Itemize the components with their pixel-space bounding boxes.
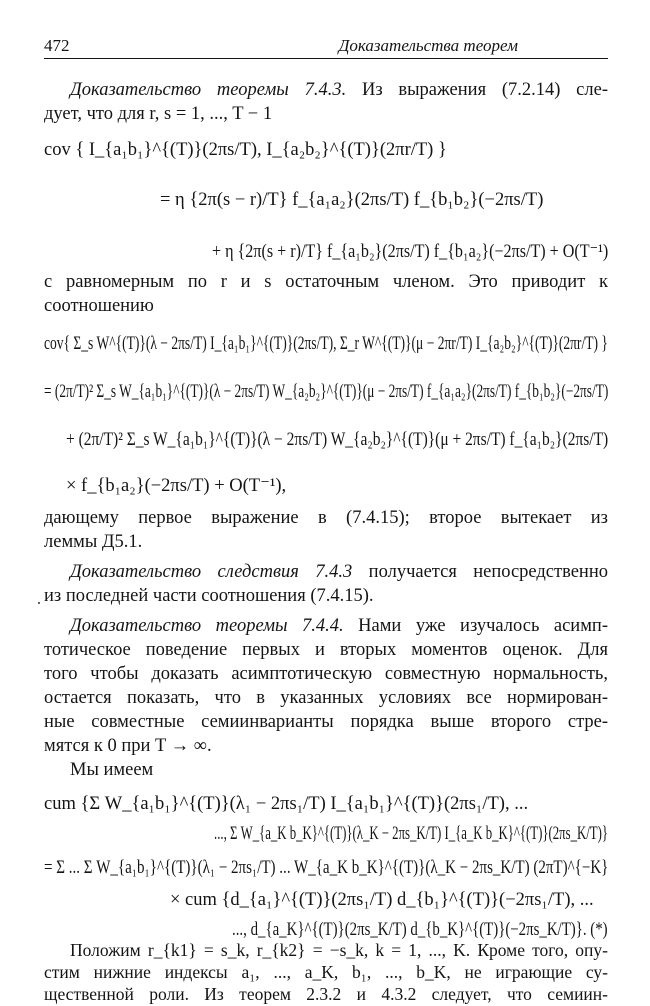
paragraph-we-have: Мы имеем (70, 760, 154, 780)
paragraph-first-expression-line2: леммы Д5.1. (44, 532, 143, 552)
proof-7-4-3-line2: дует, что для r, s = 1, ..., T − 1 (44, 104, 273, 124)
proof-corollary-line2: из последней части соотношения (7.4.15). (44, 586, 374, 606)
formula-cov-line2: = η {2π(s − r)/T} f_{a₁a₂}(2πs/T) f_{b₁b₂}(−2πs/T) (160, 190, 544, 210)
formula-cov-sum-line4: × f_{b₁a₂}(−2πs/T) + O(T⁻¹), (66, 476, 287, 496)
formula-cov-line1: cov { I_{a₁b₁}^{(T)}(2πs/T), I_{a₂b₂}^{(T)}(2πr/T) } (44, 140, 447, 160)
proof-7-4-4-line5: ные совместные семиинварианты порядка выше второго стре- (44, 712, 608, 732)
proof-7-4-3-line1: Доказательство теоремы 7.4.3. Из выражения (7.2.14) сле- (70, 80, 608, 100)
paragraph-uniform-line2: соотношению (44, 296, 154, 316)
proof-7-4-4-line2: тотическое поведение первых и вторых моментов оценок. Для (44, 640, 608, 660)
proof-7-4-4-line4: остается показать, что в указанных условиях все нормирован- (44, 688, 608, 708)
formula-cum-line3: = Σ ... Σ W_{a₁b₁}^{(T)}(λ₁ − 2πs₁/T) ... W_{a_K b_K}^{(T)}(λ_K − 2πs_K/T) (2πT)^{−K} (44, 858, 609, 878)
paragraph-put-line3: щественной роли. Из теорем 2.3.2 и 4.3.2 следует, что семиин- (44, 984, 608, 1004)
running-title: Доказательства теорем (338, 36, 518, 55)
running-header (44, 30, 608, 59)
paragraph-put-line1: Положим r_{k1} = s_k, r_{k2} = −s_k, k = 1, ..., K. Кроме того, опу- (70, 940, 608, 960)
formula-cum-line4: × cum {d_{a₁}^{(T)}(2πs₁/T) d_{b₁}^{(T)}(−2πs₁/T), ... (170, 890, 594, 910)
proof-lead: Доказательство следствия 7.4.3 (70, 562, 353, 582)
formula-cov-sum-line2: = (2π/T)² Σ_s W_{a₁b₁}^{(T)}(λ − 2πs/T) W_{a₂b₂}^{(T)}(μ − 2πs/T) f_{a₁a₂}(2πs/T) f_{b₁b₂}(−2πs/T) (44, 382, 609, 402)
proof-7-4-4-line6: мятся к 0 при T → ∞. (44, 736, 212, 756)
paragraph-put-line2: стим нижние индексы a₁, ..., a_K, b₁, ..., b_K, не играющие су- (44, 962, 608, 982)
proof-7-4-4-line1: Доказательство теоремы 7.4.4. Нами уже изучалось асимп- (70, 616, 608, 636)
formula-cov-sum-line1: cov{ Σ_s W^{(T)}(λ − 2πs/T) I_{a₁b₁}^{(T)}(2πs/T), Σ_r W^{(T)}(μ − 2πr/T) I_{a₂b₂}^{(T)}(2πr/T) } (44, 334, 608, 354)
formula-cov-line3: + η {2π(s + r)/T} f_{a₁b₂}(2πs/T) f_{b₁a₂}(−2πs/T) + O(T⁻¹) (212, 242, 609, 262)
paragraph-first-expression-line1: дающему первое выражение в (7.4.15); второе вытекает из (44, 508, 608, 528)
proof-lead: Доказательство теоремы 7.4.4. (70, 616, 344, 636)
proof-7-4-4-line3: того чтобы доказать асимптотическую совместную нормальность, (44, 664, 608, 684)
proof-lead: Доказательство теоремы 7.4.3. (70, 80, 347, 100)
formula-cov-sum-line3: + (2π/T)² Σ_s W_{a₁b₁}^{(T)}(λ − 2πs/T) W_{a₂b₂}^{(T)}(μ + 2πs/T) f_{a₁b₂}(2πs/T) (66, 430, 609, 450)
paragraph-uniform-line1: с равномерным по r и s остаточным членом. Это приводит к (44, 272, 608, 292)
page-number: 472 (44, 36, 70, 55)
print-speck (38, 602, 40, 604)
formula-cum-line5: ..., d_{a_K}^{(T)}(2πs_K/T) d_{b_K}^{(T)}(−2πs_K/T)}. (*) (232, 920, 608, 940)
book-page (44, 30, 609, 1004)
formula-cum-line2: ..., Σ W_{a_K b_K}^{(T)}(λ_K − 2πs_K/T) I_{a_K b_K}^{(T)}(2πs_K/T)} (214, 824, 608, 844)
formula-cum-line1: cum {Σ W_{a₁b₁}^{(T)}(λ₁ − 2πs₁/T) I_{a₁b₁}^{(T)}(2πs₁/T), ... (44, 794, 529, 814)
proof-corollary-line1: Доказательство следствия 7.4.3 получается непосредственно (70, 562, 608, 582)
